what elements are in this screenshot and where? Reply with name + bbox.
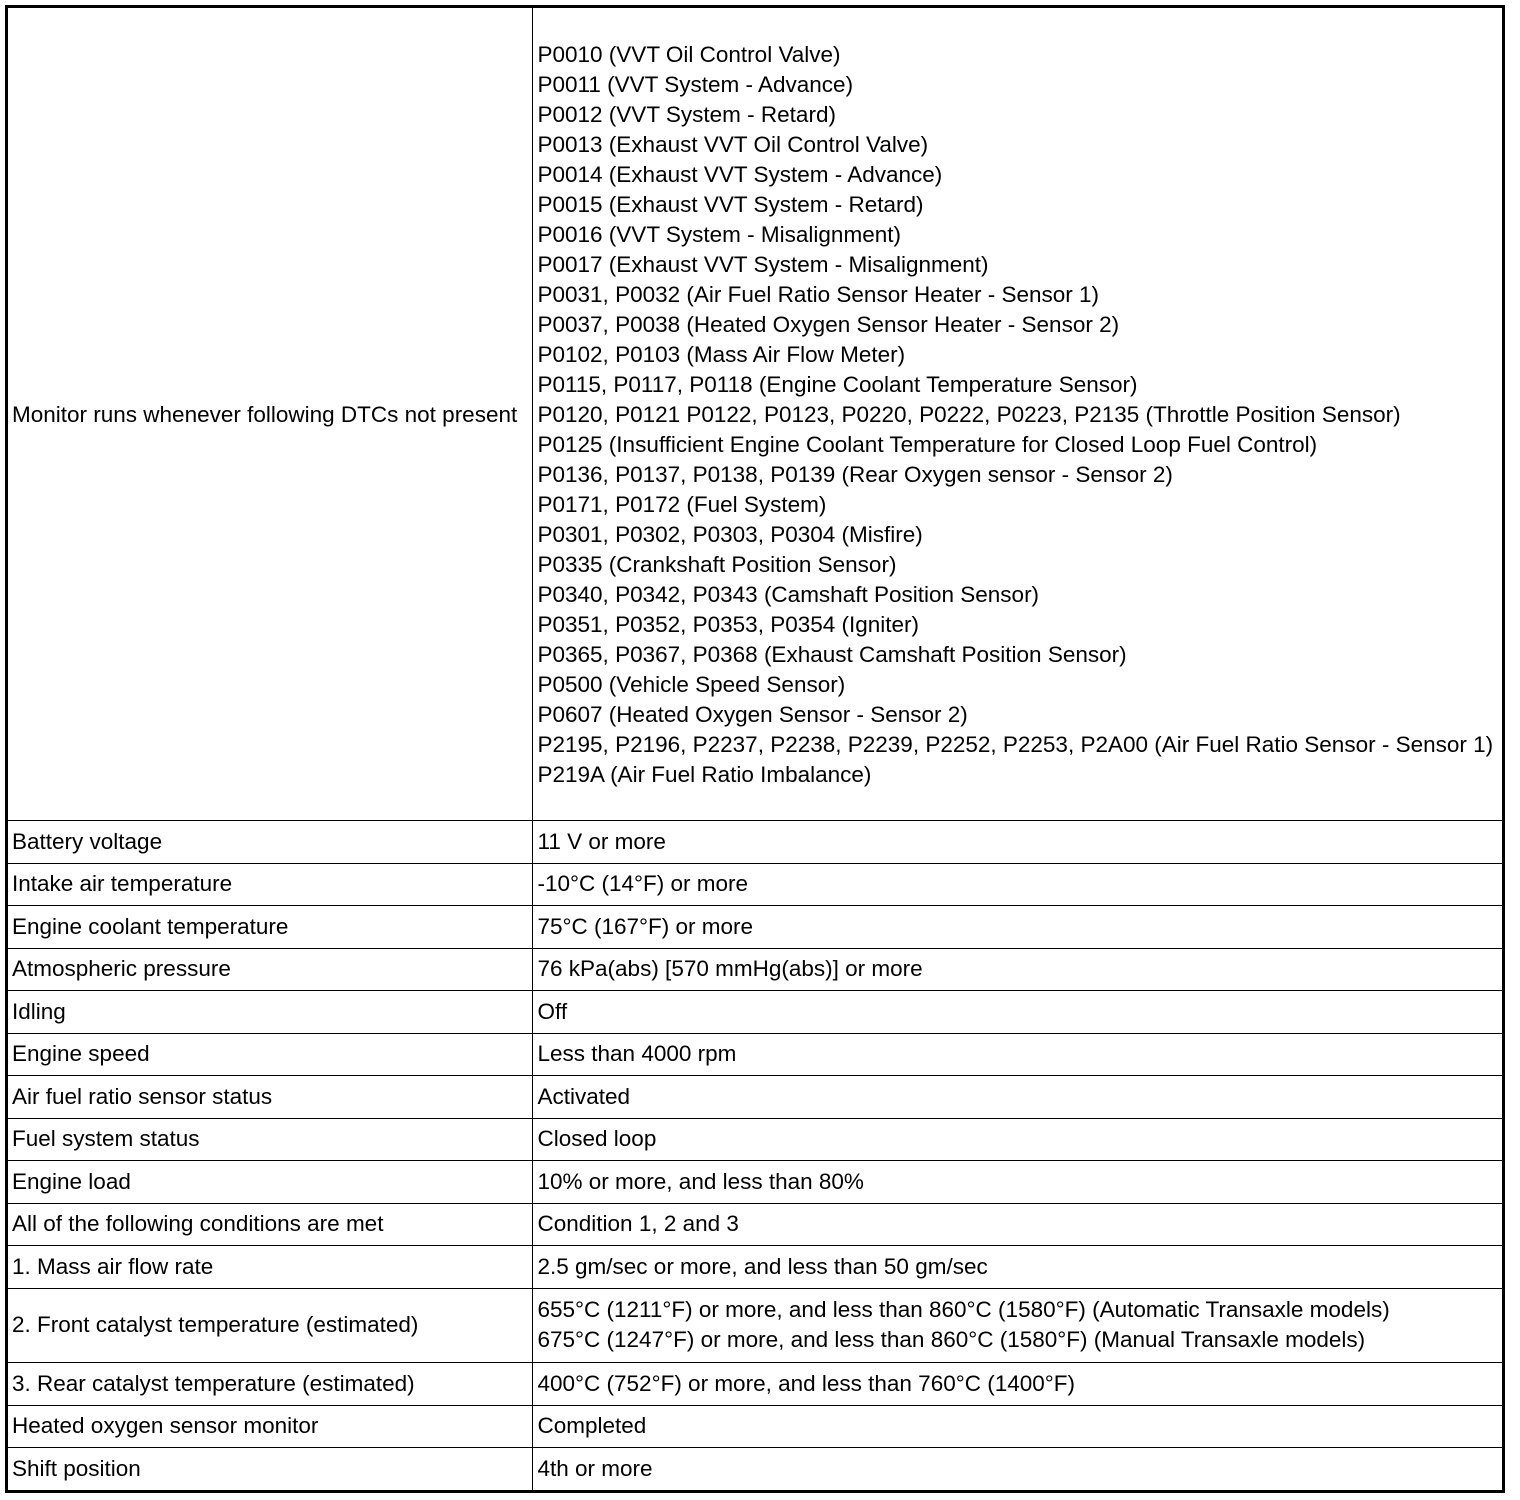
dtc-item: P219A (Air Fuel Ratio Imbalance) (537, 762, 872, 788)
row-value: 2.5 gm/sec or more, and less than 50 gm/sec (532, 1246, 1502, 1289)
row-label: 2. Front catalyst temperature (estimated) (8, 1288, 532, 1362)
table-row (8, 1405, 1502, 1448)
row-value: Off (532, 991, 1502, 1034)
row-value: -10°C (14°F) or more (532, 863, 1502, 906)
row-label: Engine speed (8, 1033, 532, 1076)
table-row (8, 906, 1502, 949)
dtc-item: P0351, P0352, P0353, P0354 (Igniter) (537, 612, 920, 638)
value-line-automatic: 655°C (1211°F) or more, and less than 860°C (1580°F) (Automatic Transaxle models) (537, 1297, 1390, 1323)
dtc-item: P0335 (Crankshaft Position Sensor) (537, 552, 897, 578)
row-value: Less than 4000 rpm (532, 1033, 1502, 1076)
dtc-item: P0125 (Insufficient Engine Coolant Temperature for Closed Loop Fuel Control) (537, 432, 1318, 458)
dtc-item: P0015 (Exhaust VVT System - Retard) (537, 192, 924, 218)
dtc-list (532, 8, 1502, 821)
row-label: Monitor runs whenever following DTCs not present (8, 8, 532, 821)
dtc-item: P0136, P0137, P0138, P0139 (Rear Oxygen sensor - Sensor 2) (537, 462, 1173, 488)
row-label: Idling (8, 991, 532, 1034)
table-row-dtcs (8, 8, 1502, 821)
table-row (8, 991, 1502, 1034)
row-label: Fuel system status (8, 1118, 532, 1161)
table-row (8, 1076, 1502, 1119)
dtc-item: P0010 (VVT Oil Control Valve) (537, 42, 841, 68)
dtc-item: P0013 (Exhaust VVT Oil Control Valve) (537, 132, 929, 158)
row-label: Shift position (8, 1448, 532, 1490)
row-label: Atmospheric pressure (8, 948, 532, 991)
dtc-item: P0171, P0172 (Fuel System) (537, 492, 827, 518)
dtc-item: P0607 (Heated Oxygen Sensor - Sensor 2) (537, 702, 968, 728)
value-line-manual: 675°C (1247°F) or more, and less than 860°C (1580°F) (Manual Transaxle models) (537, 1327, 1366, 1353)
row-value: 4th or more (532, 1448, 1502, 1490)
table-row (8, 1033, 1502, 1076)
conditions-table-frame (5, 5, 1505, 1493)
table-row (8, 1203, 1502, 1246)
row-label: Battery voltage (8, 821, 532, 864)
dtc-item: P0012 (VVT System - Retard) (537, 102, 836, 128)
table-row (8, 1246, 1502, 1289)
dtc-item: P0500 (Vehicle Speed Sensor) (537, 672, 846, 698)
row-value: Activated (532, 1076, 1502, 1119)
dtc-item: P0014 (Exhaust VVT System - Advance) (537, 162, 943, 188)
dtc-item: P0037, P0038 (Heated Oxygen Sensor Heater - Sensor 2) (537, 312, 1120, 338)
row-value: 400°C (752°F) or more, and less than 760°C (1400°F) (532, 1363, 1502, 1406)
row-value: 10% or more, and less than 80% (532, 1161, 1502, 1204)
row-label: Engine load (8, 1161, 532, 1204)
dtc-item: P0102, P0103 (Mass Air Flow Meter) (537, 342, 906, 368)
row-value: Closed loop (532, 1118, 1502, 1161)
row-label: Air fuel ratio sensor status (8, 1076, 532, 1119)
row-value: 75°C (167°F) or more (532, 906, 1502, 949)
row-value: 76 kPa(abs) [570 mmHg(abs)] or more (532, 948, 1502, 991)
dtc-item: P0340, P0342, P0343 (Camshaft Position Sensor) (537, 582, 1040, 608)
table-row (8, 821, 1502, 864)
dtc-item: P0301, P0302, P0303, P0304 (Misfire) (537, 522, 923, 548)
table-row (8, 1363, 1502, 1406)
dtc-item: P0016 (VVT System - Misalignment) (537, 222, 901, 248)
dtc-item: P0017 (Exhaust VVT System - Misalignment) (537, 252, 989, 278)
dtc-item: P0031, P0032 (Air Fuel Ratio Sensor Heater - Sensor 1) (537, 282, 1100, 308)
row-value: 11 V or more (532, 821, 1502, 864)
row-value (532, 1288, 1502, 1362)
dtc-item: P2195, P2196, P2237, P2238, P2239, P2252, P2253, P2A00 (Air Fuel Ratio Sensor - Sensor 1) (537, 732, 1494, 758)
dtc-item: P0011 (VVT System - Advance) (537, 72, 854, 98)
row-label: All of the following conditions are met (8, 1203, 532, 1246)
table-row (8, 1118, 1502, 1161)
table-row (8, 1161, 1502, 1204)
row-value: Completed (532, 1405, 1502, 1448)
row-label: 1. Mass air flow rate (8, 1246, 532, 1289)
monitor-conditions-table (8, 8, 1502, 1490)
table-row (8, 863, 1502, 906)
row-label: 3. Rear catalyst temperature (estimated) (8, 1363, 532, 1406)
row-value: Condition 1, 2 and 3 (532, 1203, 1502, 1246)
dtc-item: P0365, P0367, P0368 (Exhaust Camshaft Position Sensor) (537, 642, 1127, 668)
row-label: Heated oxygen sensor monitor (8, 1405, 532, 1448)
dtc-item: P0120, P0121 P0122, P0123, P0220, P0222, P0223, P2135 (Throttle Position Sensor) (537, 402, 1401, 428)
row-label: Engine coolant temperature (8, 906, 532, 949)
row-label: Intake air temperature (8, 863, 532, 906)
dtc-item: P0115, P0117, P0118 (Engine Coolant Temperature Sensor) (537, 372, 1138, 398)
table-row-front-catalyst (8, 1288, 1502, 1362)
table-row (8, 948, 1502, 991)
table-row (8, 1448, 1502, 1490)
